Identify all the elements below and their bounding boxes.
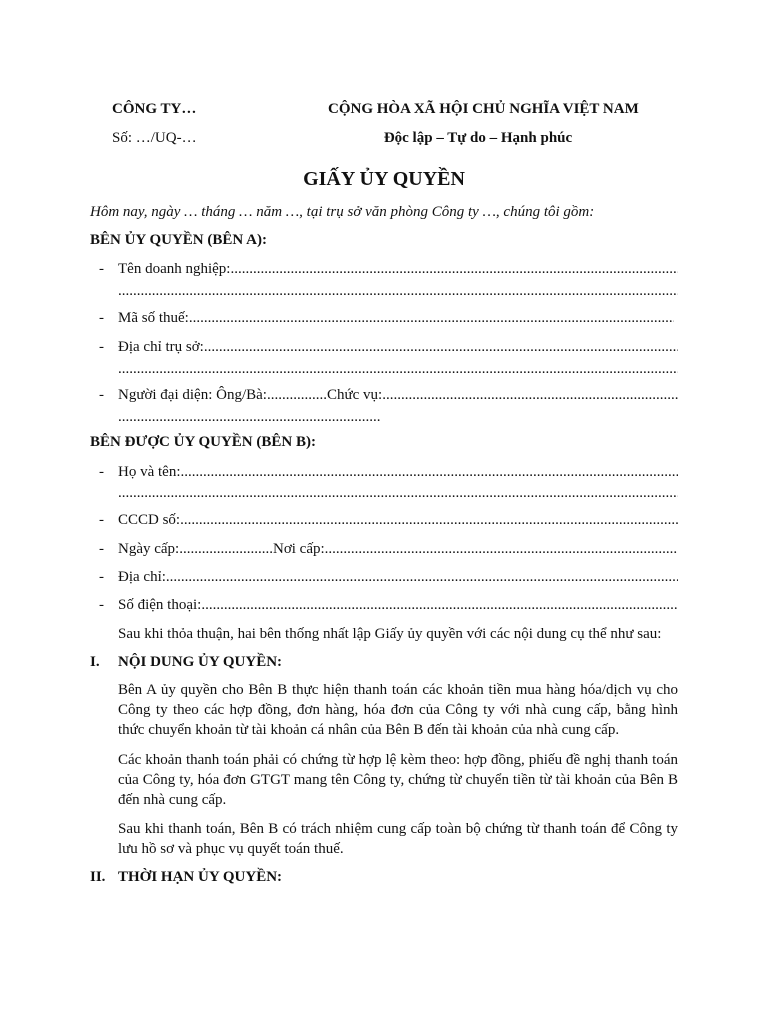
national-motto: Độc lập – Tự do – Hạnh phúc <box>383 130 573 146</box>
bullet-dash: - <box>99 339 104 355</box>
section-paragraph: Sau khi thanh toán, Bên B có trách nhiệm cung cấp toàn bộ chứng từ thanh toán để Công ty lưu hồ sơ và phục vụ quyết toán thuế. <box>118 821 678 857</box>
issue-date-place-field <box>118 539 678 559</box>
fill-in-dots: ......................... <box>179 541 273 557</box>
address-field <box>118 567 678 587</box>
id-number-field <box>118 510 678 530</box>
section-paragraph: Các khoản thanh toán phải có chứng từ hợp lệ kèm theo: hợp đồng, phiếu đề nghị thanh toán của Công ty, hóa đơn GTGT mang tên Công ty, chứng từ chuyển tiền từ tài khoản của Bên B đến nhà cung cấp. <box>118 752 678 808</box>
field-label: CCCD số: <box>118 512 181 528</box>
bullet-dash: - <box>99 387 104 403</box>
fill-in-dots: ................ <box>266 387 327 403</box>
fill-in-dots <box>382 385 678 405</box>
party-b-heading: BÊN ĐƯỢC ỦY QUYỀN (BÊN B): <box>90 434 316 450</box>
fill-in-dots <box>180 462 678 482</box>
field-label: Địa chỉ trụ sở: <box>118 339 204 355</box>
tax-code-field <box>118 308 674 328</box>
bullet-dash: - <box>99 261 104 277</box>
section-heading: THỜI HẠN ỦY QUYỀN: <box>118 869 283 885</box>
bullet-dash: - <box>99 512 104 528</box>
bullet-dash: - <box>99 597 104 613</box>
document-number: Số: …/UQ-… <box>112 130 197 146</box>
phone-field <box>118 595 678 615</box>
field-label: Địa chỉ: <box>118 569 166 585</box>
fill-in-dots <box>166 567 678 587</box>
bullet-dash: - <box>99 569 104 585</box>
representative-field <box>118 385 678 405</box>
intro-line: Hôm nay, ngày … tháng … năm …, tại trụ sở văn phòng Công ty …, chúng tôi gồm: <box>90 204 595 220</box>
agreement-line: Sau khi thỏa thuận, hai bên thống nhất lập Giấy ủy quyền với các nội dung cụ thể như sau: <box>118 626 662 642</box>
field-label: Tên doanh nghiệp: <box>118 261 231 277</box>
section-heading: NỘI DUNG ỦY QUYỀN: <box>118 654 283 670</box>
fill-in-dots <box>118 483 678 503</box>
field-label: Mã số thuế: <box>118 310 189 326</box>
republic-heading: CỘNG HÒA XÃ HỘI CHỦ NGHĨA VIỆT NAM <box>328 101 639 117</box>
document-title: GIẤY ỦY QUYỀN <box>303 168 465 190</box>
fill-in-dots <box>180 510 678 530</box>
field-label: Nơi cấp: <box>272 541 325 557</box>
bullet-dash: - <box>99 541 104 557</box>
fill-in-dots <box>230 259 678 279</box>
address-field <box>118 337 678 357</box>
field-label: Người đại diện: Ông/Bà: <box>118 387 267 403</box>
bullet-dash: - <box>99 310 104 326</box>
full-name-field <box>118 462 678 482</box>
bullet-dash: - <box>99 464 104 480</box>
section-paragraph: Bên A ủy quyền cho Bên B thực hiện thanh toán các khoản tiền mua hàng hóa/dịch vụ cho Công ty theo các hợp đồng, đơn hàng, hóa đơn của Công ty với nhà cung cấp, bằng hình thức chuyển khoản từ tài khoản cá nhân của Bên B đến tài khoản của nhà cung cấp. <box>118 682 678 738</box>
field-label: Số điện thoại: <box>118 597 202 613</box>
field-label: Ngày cấp: <box>118 541 180 557</box>
fill-in-dots <box>201 595 678 615</box>
fill-in-dots <box>118 359 678 379</box>
field-label: Chức vụ: <box>326 387 383 403</box>
company-name: CÔNG TY… <box>112 101 197 117</box>
section-numeral: II. <box>90 869 106 885</box>
fill-in-dots <box>118 281 678 301</box>
section-numeral: I. <box>90 654 100 670</box>
field-label: Họ và tên: <box>118 464 181 480</box>
fill-in-dots <box>325 539 678 559</box>
fill-in-dots: ...................................................................... <box>118 409 381 425</box>
company-name-field <box>118 259 678 279</box>
party-a-heading: BÊN ỦY QUYỀN (BÊN A): <box>90 232 267 248</box>
fill-in-dots <box>189 308 674 328</box>
fill-in-dots <box>204 337 678 357</box>
